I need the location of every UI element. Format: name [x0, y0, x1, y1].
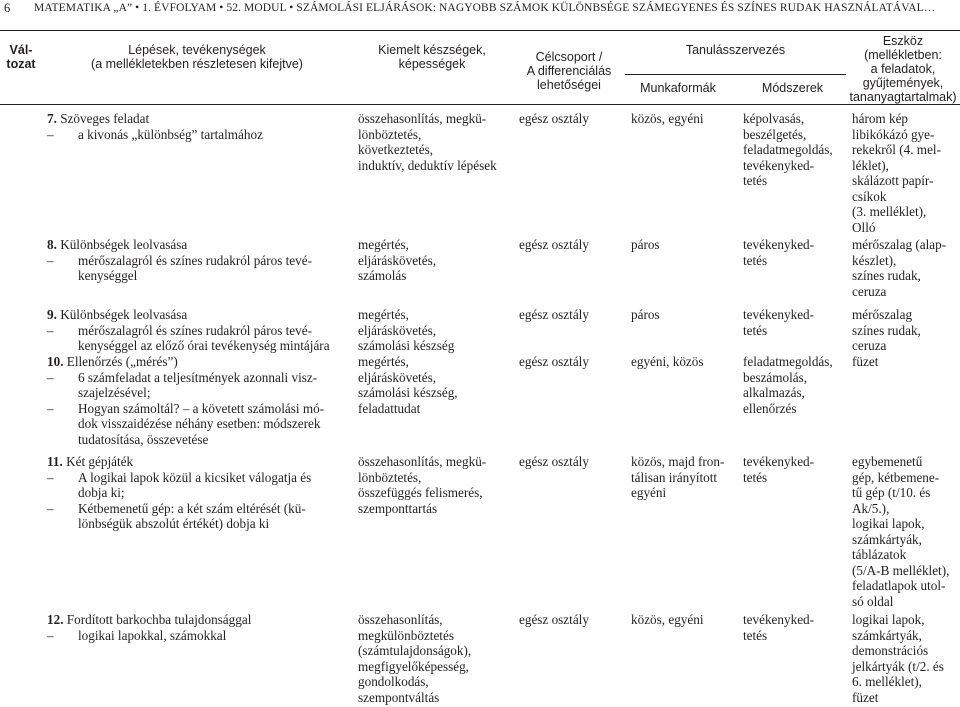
skills-cell — [358, 454, 508, 516]
workforms-line: egyéni — [631, 485, 667, 500]
methods-line: tetés — [743, 322, 768, 338]
activity-title-text: Különbségek leolvasása — [60, 307, 188, 322]
activity-title — [47, 454, 347, 470]
tools-line: léklet), — [852, 157, 889, 173]
tools-line: készlet), — [852, 252, 897, 268]
header-eszkoz-line: Eszköz — [882, 34, 924, 48]
activity-step-line: 6 számfeladat a teljesítmények azonnali visz- — [78, 369, 318, 385]
activity-title — [47, 612, 347, 628]
tools-line: tű gép (t/10. és — [852, 485, 931, 500]
tools-line: (3. melléklet), — [852, 204, 927, 219]
methods-line: feladatmegoldás, — [743, 142, 833, 157]
skills-line: összefüggés felismerés, — [358, 485, 483, 500]
activity-step — [47, 370, 347, 401]
workforms-cell — [631, 307, 739, 323]
activity-title — [47, 237, 347, 253]
methods-line: ellenőrzés — [743, 400, 797, 416]
header-tanulasszervezes: Tanulásszervezés — [685, 43, 786, 57]
tools-line: egybemenetű — [852, 454, 923, 469]
activity-title — [47, 307, 347, 323]
skills-line: megértés, — [358, 237, 409, 252]
activity-step — [47, 401, 347, 448]
methods-line: tevékenyked- — [743, 237, 815, 252]
activity-number: 7. — [47, 111, 57, 126]
workforms-cell — [631, 454, 739, 501]
header-lepesek-line: (a mellékletekben részletesen kifejtve) — [91, 57, 303, 71]
tools-cell — [852, 237, 960, 299]
activity-step-line: a kivonás „különbség” tartalmához — [78, 126, 263, 142]
activity-step-line: tudatosítása, összevetése — [78, 431, 209, 447]
workforms-cell — [631, 354, 739, 370]
dash-bullet-icon: – — [47, 369, 54, 385]
target-group-cell — [519, 111, 625, 127]
workforms-line: közös, egyéni — [631, 111, 704, 126]
tools-line: demonstrációs — [852, 643, 929, 658]
activity-step-line: Kétbemenetű gép: a két szám eltérését (kü- — [78, 500, 306, 516]
workforms-cell — [631, 111, 739, 127]
dash-bullet-icon: – — [47, 469, 54, 485]
methods-cell — [743, 307, 843, 338]
workforms-cell — [631, 612, 739, 628]
activity-step-line: kenységgel — [78, 268, 138, 283]
tools-line: logikai lapok, — [852, 612, 925, 627]
methods-line: képolvasás, — [743, 111, 805, 126]
skills-line: összehasonlítás, megkü- — [358, 111, 487, 126]
skills-line: lönböztetés, — [358, 469, 422, 485]
activity-step-line: A logikai lapok közül a kicsiket válogatja és — [78, 469, 312, 485]
workforms-line: közös, egyéni — [631, 612, 704, 627]
activity-step — [47, 501, 347, 532]
skills-line: szemponttartás — [358, 500, 438, 516]
activity-step-line: dobja ki; — [78, 485, 125, 500]
skills-line: számolási készség — [358, 338, 455, 353]
target-group-line: egész osztály — [519, 454, 589, 469]
tools-line: gép, kétbemene- — [852, 469, 940, 485]
header-bottom-rule — [0, 104, 960, 105]
methods-line: tetés — [743, 469, 768, 485]
skills-line: induktív, deduktív lépések — [358, 157, 497, 173]
methods-line: tevékenyked- — [743, 307, 815, 322]
tools-cell — [852, 307, 960, 354]
workforms-line: közös, majd fron- — [631, 454, 725, 469]
header-lepesek-line: Lépések, tevékenységek — [128, 43, 266, 57]
skills-line: feladattudat — [358, 400, 421, 416]
workforms-line: páros — [631, 237, 660, 252]
skills-cell — [358, 612, 508, 705]
header-kiemelt-line: képességek — [398, 57, 466, 71]
activity-cell — [47, 354, 347, 447]
methods-line: tevékenyked- — [743, 612, 815, 627]
tools-line: füzet — [852, 354, 879, 369]
tools-line: skálázott papír- — [852, 173, 934, 188]
tools-line: feladatlapok utol- — [852, 578, 946, 593]
methods-cell — [743, 454, 843, 485]
tools-line: ceruza — [852, 283, 887, 299]
target-group-cell — [519, 454, 625, 470]
activity-title-text: Fordított barkochba tulajdonsággal — [66, 612, 252, 627]
tools-line: három kép — [852, 111, 909, 126]
header-modszerek: Módszerek — [761, 81, 824, 95]
target-group-cell — [519, 237, 625, 253]
tools-line: számkártyák, — [852, 627, 922, 643]
tools-line: só oldal — [852, 593, 894, 609]
tools-line: 6. melléklet), — [852, 674, 922, 689]
tools-line: (5/A-B melléklet), — [852, 562, 950, 578]
skills-line: eljáráskövetés, — [358, 252, 436, 268]
header-eszkoz-line: (mellékletben: — [864, 48, 942, 62]
header-celcsoport-line: A differenciálás — [526, 64, 612, 78]
activity-step — [47, 323, 347, 354]
activity-step — [47, 127, 347, 143]
tools-line: színes rudak, — [852, 322, 921, 338]
tools-line: mérőszalag — [852, 307, 913, 322]
tools-line: mérőszalag (alap- — [852, 237, 947, 252]
methods-line: beszámolás, — [743, 369, 808, 385]
table-top-rule — [0, 30, 960, 31]
dash-bullet-icon: – — [47, 252, 54, 268]
tools-cell — [852, 111, 960, 235]
methods-line: feladatmegoldás, — [743, 354, 833, 369]
skills-line: lönböztetés, — [358, 126, 422, 142]
target-group-line: egész osztály — [519, 237, 589, 252]
activity-cell — [47, 237, 347, 284]
activity-step-line: kenységgel az előző órai tevékenység mintájára — [78, 338, 330, 353]
activity-step-line: mérőszalagról és színes rudakról páros tevé- — [78, 322, 312, 338]
skills-cell — [358, 354, 508, 416]
tools-line: Olló — [852, 219, 876, 235]
skills-cell — [358, 237, 508, 284]
tools-line: jelkártyák (t/2. és — [852, 658, 944, 674]
header-eszkoz-line: tananyagtartalmak) — [849, 90, 957, 104]
header-eszkoz-line: gyűjtemények, — [862, 76, 944, 90]
header-eszkoz-line: a feladatok, — [870, 62, 936, 76]
dash-bullet-icon: – — [47, 500, 54, 516]
dash-bullet-icon: – — [47, 627, 54, 643]
header-eszkoz — [846, 34, 960, 104]
header-kiemelt — [352, 43, 512, 71]
subheader-rule — [625, 74, 846, 75]
skills-line: megkülönböztetés — [358, 627, 454, 643]
activity-title — [47, 111, 347, 127]
activity-number: 9. — [47, 307, 57, 322]
target-group-cell — [519, 307, 625, 323]
methods-cell — [743, 612, 843, 643]
activity-title — [47, 354, 347, 370]
tools-line: logikai lapok, — [852, 516, 925, 531]
skills-cell — [358, 111, 508, 173]
workforms-cell — [631, 237, 739, 253]
dash-bullet-icon: – — [47, 400, 54, 416]
tools-cell — [852, 354, 960, 370]
header-celcsoport — [513, 50, 625, 92]
tools-cell — [852, 612, 960, 705]
workforms-line: páros — [631, 307, 660, 322]
target-group-cell — [519, 354, 625, 370]
activity-step-line: Hogyan számoltál? – a követett számolási mó- — [78, 400, 325, 416]
running-title: MATEMATIKA „A” • 1. ÉVFOLYAM • 52. MODUL • SZÁMOLÁSI ELJÁRÁSOK: NAGYOBB SZÁMOK KÜLÖNBSÉGE SZÁMEGYENES ÉS SZÍNES RUDAK HASZNÁLATÁVAL… — [34, 2, 936, 14]
skills-line: összehasonlítás, megkü- — [358, 454, 487, 469]
header-celcsoport-line: lehetőségei — [537, 78, 601, 92]
page-number: 6 — [4, 1, 11, 15]
activity-title-text: Két gépjáték — [66, 454, 134, 469]
methods-cell — [743, 111, 843, 189]
methods-cell — [743, 237, 843, 268]
dash-bullet-icon: – — [47, 126, 54, 142]
activity-cell — [47, 612, 347, 643]
skills-line: megfigyelőképesség, — [358, 658, 469, 674]
tools-line: ceruza — [852, 338, 887, 353]
header-kiemelt-line: Kiemelt készségek, — [378, 43, 486, 57]
methods-line: tevékenyked- — [743, 157, 815, 173]
target-group-line: egész osztály — [519, 111, 589, 126]
skills-line: eljáráskövetés, — [358, 369, 436, 385]
header-lepesek — [46, 43, 348, 71]
skills-line: (számtulajdonságok), — [358, 643, 472, 658]
activity-cell — [47, 454, 347, 532]
activity-cell — [47, 307, 347, 354]
running-head — [0, 0, 960, 20]
activity-number: 12. — [47, 612, 64, 627]
skills-line: szempontváltás — [358, 689, 440, 705]
skills-line: összehasonlítás, — [358, 612, 443, 627]
activity-step — [47, 470, 347, 501]
skills-line: megértés, — [358, 354, 409, 369]
target-group-cell — [519, 612, 625, 628]
target-group-line: egész osztály — [519, 307, 589, 322]
activity-title-text: Szöveges feladat — [60, 111, 150, 126]
tools-cell — [852, 454, 960, 609]
activity-title-text: Különbségek leolvasása — [60, 237, 188, 252]
activity-step-line: logikai lapokkal, számokkal — [78, 627, 227, 643]
activity-title-text: Ellenőrzés („mérés”) — [66, 354, 178, 369]
activity-number: 10. — [47, 354, 64, 369]
methods-line: beszélgetés, — [743, 126, 807, 142]
tools-line: táblázatok — [852, 547, 907, 562]
header-valtozat — [0, 43, 42, 71]
tools-line: rekekről (4. mel- — [852, 142, 941, 157]
skills-line: megértés, — [358, 307, 409, 322]
methods-line: alkalmazás, — [743, 385, 805, 400]
tools-line: füzet — [852, 689, 879, 705]
header-celcsoport-line: Célcsoport / — [535, 50, 603, 64]
skills-line: eljáráskövetés, — [358, 322, 436, 338]
dash-bullet-icon: – — [47, 322, 54, 338]
tools-line: csíkok — [852, 188, 887, 204]
skills-line: következtetés, — [358, 142, 434, 157]
methods-line: tetés — [743, 173, 768, 188]
skills-line: gondolkodás, — [358, 674, 429, 689]
activity-step-line: lönbségük abszolút értékét) dobja ki — [78, 516, 270, 531]
skills-cell — [358, 307, 508, 354]
header-valtozat-line: tozat — [6, 57, 36, 71]
workforms-line: tálisan irányított — [631, 469, 718, 485]
tools-line: libikókázó gye- — [852, 126, 935, 142]
header-valtozat-line: Vál- — [9, 43, 33, 57]
activity-step — [47, 628, 347, 644]
activity-step-line: mérőszalagról és színes rudakról páros tevé- — [78, 252, 312, 268]
activity-step — [47, 253, 347, 284]
tools-line: színes rudak, — [852, 268, 921, 283]
methods-line: tetés — [743, 252, 768, 268]
activity-number: 8. — [47, 237, 57, 252]
methods-line: tetés — [743, 627, 768, 643]
target-group-line: egész osztály — [519, 612, 589, 627]
activity-cell — [47, 111, 347, 142]
methods-line: tevékenyked- — [743, 454, 815, 469]
activity-step-line: szajelzésével; — [78, 385, 151, 400]
methods-cell — [743, 354, 843, 416]
target-group-line: egész osztály — [519, 354, 589, 369]
tools-line: számkártyák, — [852, 531, 922, 547]
tools-line: Ak/5.), — [852, 500, 890, 516]
workforms-line: egyéni, közös — [631, 354, 704, 369]
activity-step-line: dok visszaidézése néhány esetben: módszerek — [78, 416, 321, 431]
activity-number: 11. — [47, 454, 63, 469]
skills-line: számolás — [358, 268, 407, 283]
skills-line: számolási készség, — [358, 385, 458, 400]
header-munkaformak: Munkaformák — [640, 81, 716, 95]
